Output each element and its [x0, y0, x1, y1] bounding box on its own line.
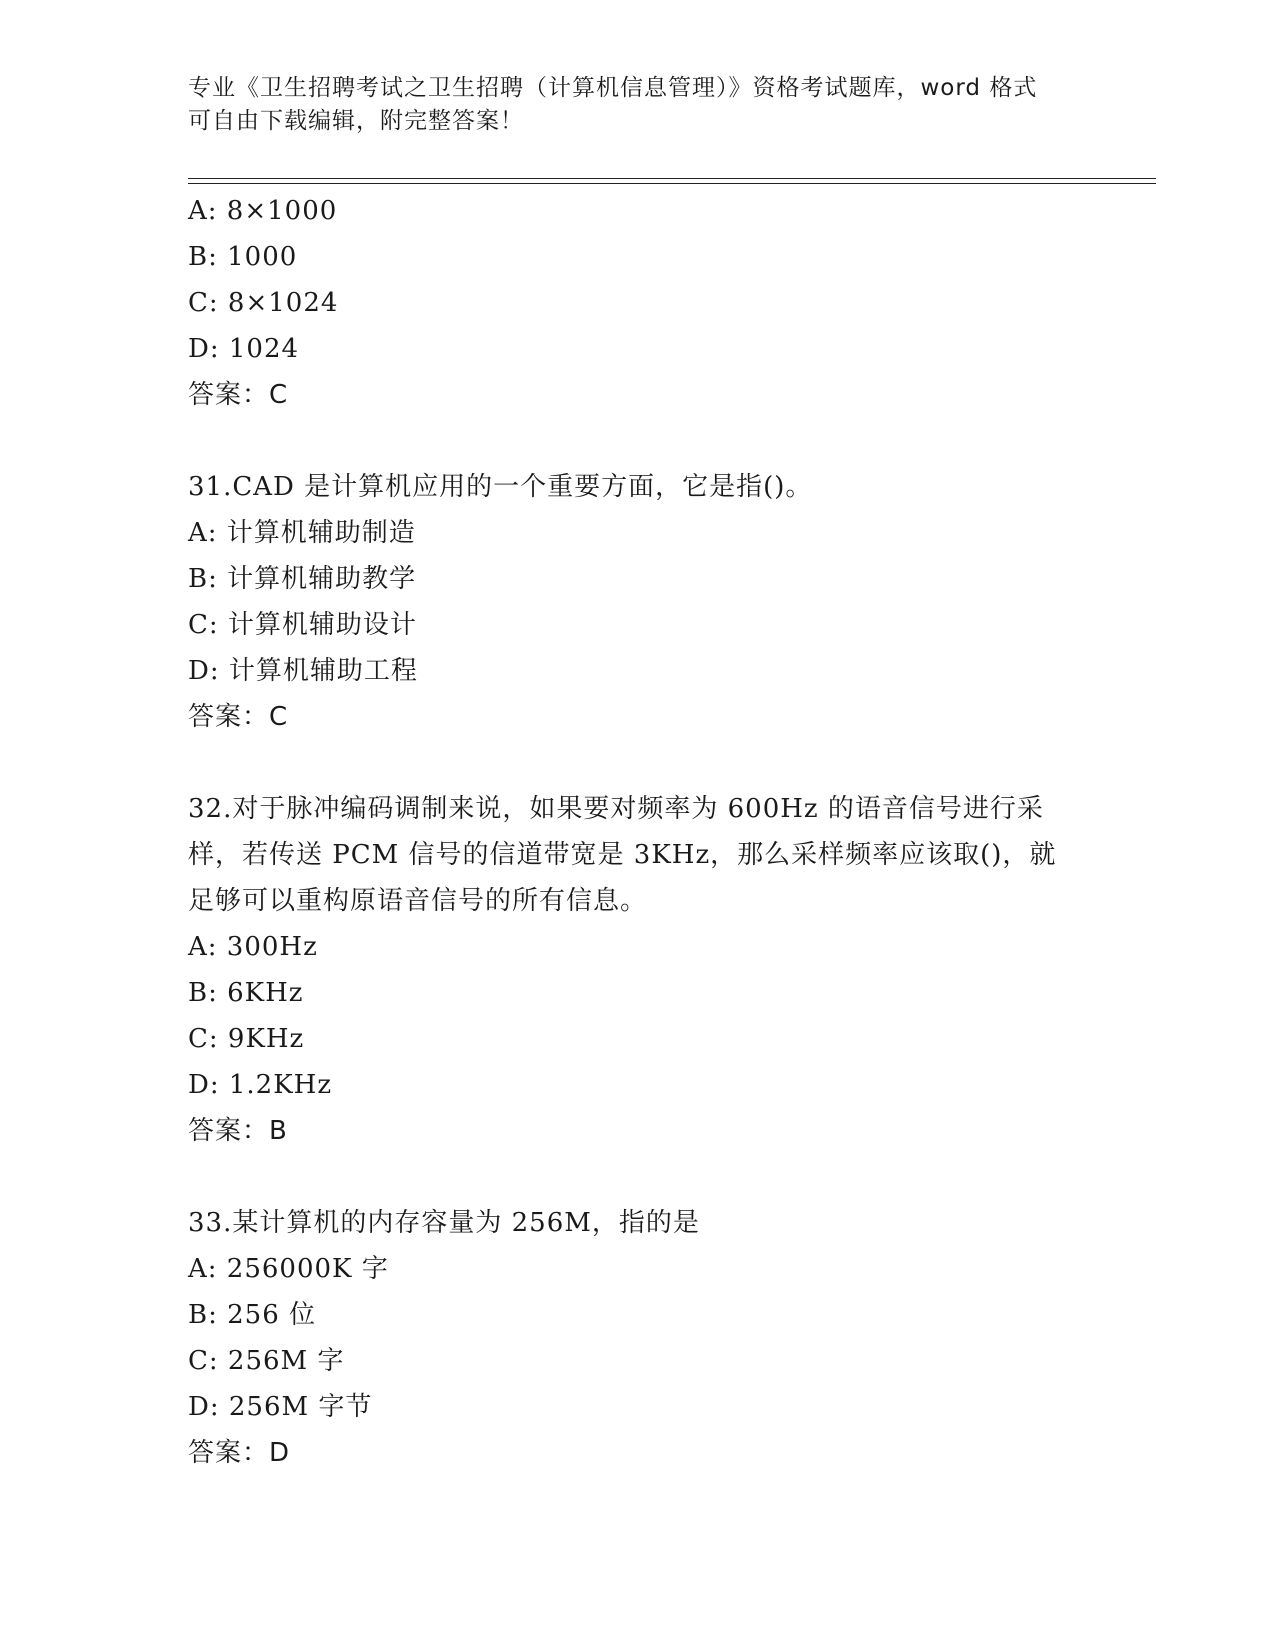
answer: 答案：C	[188, 380, 289, 410]
question-text-line-1: 32.对于脉冲编码调制来说，如果要对频率为 600Hz 的语音信号进行采	[188, 794, 1044, 824]
option-d: D: 1024	[188, 334, 300, 364]
header-divider-top	[188, 178, 1156, 179]
spacer	[188, 740, 1088, 786]
option-a: A: 8×1000	[188, 196, 338, 226]
option-a: A: 计算机辅助制造	[188, 518, 416, 548]
question-block-32	[188, 786, 1088, 1154]
option-b: B: 256 位	[188, 1300, 317, 1330]
question-text-line-3: 足够可以重构原语音信号的所有信息。	[188, 886, 648, 916]
header-line-1: 专业《卫生招聘考试之卫生招聘（计算机信息管理）》资格考试题库，word 格式	[188, 75, 1038, 101]
question-block-30	[188, 188, 1088, 418]
option-c: C: 256M 字	[188, 1346, 345, 1376]
option-c: C: 计算机辅助设计	[188, 610, 417, 640]
question-list	[188, 188, 1088, 1476]
question-block-31	[188, 464, 1088, 740]
spacer	[188, 1154, 1088, 1200]
spacer	[188, 418, 1088, 464]
option-c: C: 8×1024	[188, 288, 339, 318]
option-a: A: 256000K 字	[188, 1254, 389, 1284]
document-header	[188, 72, 1068, 138]
header-divider-bottom	[188, 183, 1156, 184]
question-text: 33.某计算机的内存容量为 256M，指的是	[188, 1208, 700, 1238]
option-d: D: 计算机辅助工程	[188, 656, 418, 686]
question-block-33	[188, 1200, 1088, 1476]
answer: 答案：B	[188, 1116, 288, 1146]
option-d: D: 256M 字节	[188, 1392, 373, 1422]
option-b: B: 计算机辅助教学	[188, 564, 417, 594]
answer: 答案：D	[188, 1438, 291, 1468]
option-b: B: 1000	[188, 242, 298, 272]
option-d: D: 1.2KHz	[188, 1070, 333, 1100]
option-b: B: 6KHz	[188, 978, 304, 1008]
option-c: C: 9KHz	[188, 1024, 305, 1054]
question-text-line-2: 样，若传送 PCM 信号的信道带宽是 3KHz，那么采样频率应该取()，就	[188, 840, 1057, 870]
option-a: A: 300Hz	[188, 932, 318, 962]
question-text: 31.CAD 是计算机应用的一个重要方面，它是指()。	[188, 472, 813, 502]
header-line-2: 可自由下载编辑，附完整答案！	[188, 108, 524, 134]
answer: 答案：C	[188, 702, 289, 732]
